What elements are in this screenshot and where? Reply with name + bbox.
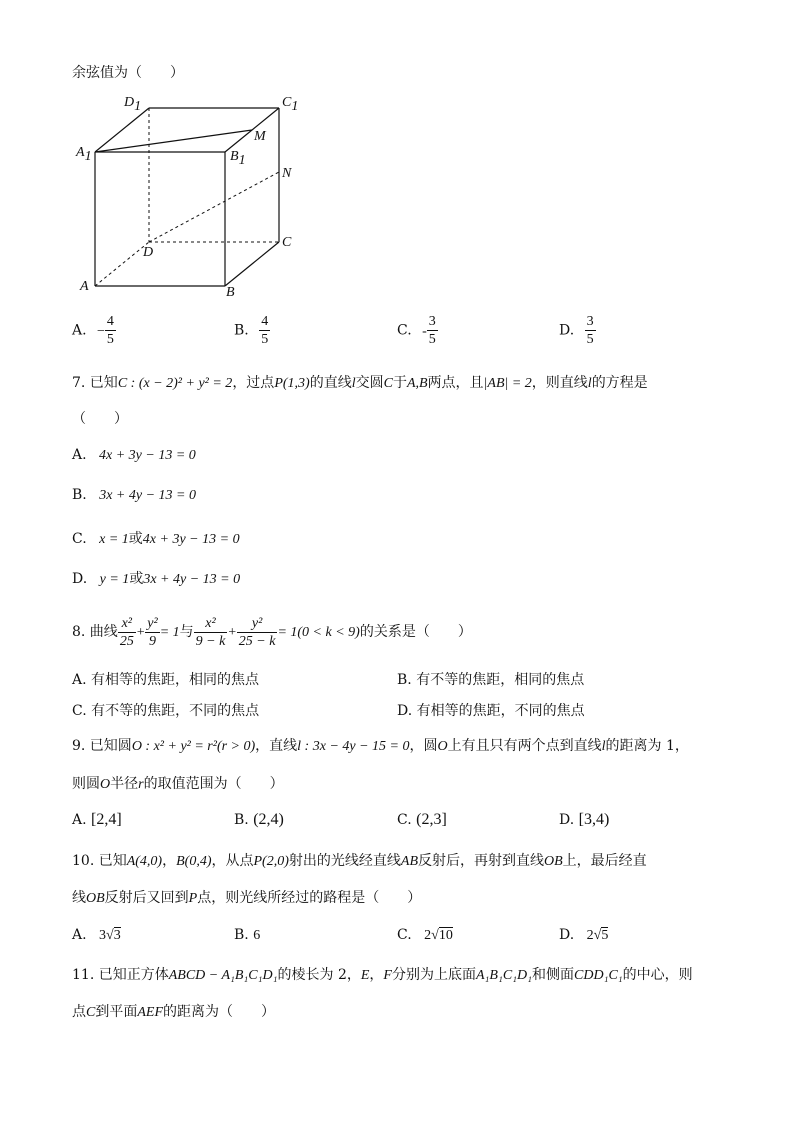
label-c: C [282,235,292,250]
q6-option-d[interactable]: D. $\frac{3}{5}$ [559,314,594,347]
q7-stem: 7. 已知C : (x − 2)² + y² = 2，过点P(1,3)的直线l交圆C于A,B两点，且|AB| = 2，则直线l的方程是 [72,375,648,391]
q7-paren: （ ） [72,411,128,427]
label-n: N [282,166,292,181]
q10-option-a[interactable]: A. 3√3 [72,927,121,943]
q9-stem-line1: 9. 已知圆O : x² + y² = r²(r > 0)，直线l : 3x − 4y − 15 = 0，圆O上有且只有两个点到直线l的距离为 1， [72,738,689,754]
q6-intro: 余弦值为（ ） [72,65,184,81]
q9-stem-line2: 则圆O半径r的取值范围为（ ） [72,776,284,792]
label-b: B [226,285,235,300]
q7-option-c[interactable]: C. x = 1或4x + 3y − 13 = 0 [72,531,240,547]
q8-option-b[interactable]: B. 有不等的焦距，相同的焦点 [397,672,585,688]
q9-option-c[interactable]: C. (2,3] [397,811,447,828]
q9-option-a[interactable]: A. [2,4] [72,811,122,828]
q6-option-a[interactable]: A. − $\frac{4}{5}$ [72,314,114,347]
label-b1: B1 [230,149,246,168]
q8-stem: 8. 曲线 $\frac{\text{x²}}{25}$ + $\frac{\text{y²}}{9}$ = 1与 $\frac{\text{x²}}{9 - k}$ + $\frac{\text{y²}}{25 - k}$ = 1(0 < k < 9)的关系是（ ） [72,615,472,649]
q9-option-b[interactable]: B. (2,4) [234,811,284,828]
q10-stem-line1: 10. 已知A(4,0)，B(0,4)，从点P(2,0)射出的光线经直线AB反射后，再射到直线OB上，最后经直 [72,853,647,869]
label-d1: D1 [124,95,142,114]
hidden-segment-d-n [149,172,279,242]
q10-stem-line2: 线OB反射后又回到P点，则光线所经过的路程是（ ） [72,890,422,906]
q11-stem-line2: 点C到平面AEF的距离为（ ） [72,1004,275,1020]
label-a: A [80,279,89,294]
q9-option-d[interactable]: D. [3,4) [559,811,610,828]
q7-option-a[interactable]: A. 4x + 3y − 13 = 0 [72,447,196,463]
q8-option-a[interactable]: A. 有相等的焦距，相同的焦点 [72,672,260,688]
label-c1: C1 [282,95,299,114]
q10-option-b[interactable]: B. 6 [234,927,261,943]
q6-option-c[interactable]: C. - $\frac{3}{5}$ [397,314,436,347]
q10-option-c[interactable]: C. 2√10 [397,927,453,943]
q11-stem-line1: 11. 已知正方体ABCD − A₁B₁C₁D₁的棱长为 2，E，F分别为上底面A₁B₁C₁D₁和侧面CDD₁C₁的中心，则 [72,967,693,983]
q7-option-b[interactable]: B. 3x + 4y − 13 = 0 [72,487,196,503]
q6-option-b[interactable]: B. $\frac{4}{5}$ [234,314,269,347]
cube-figure [70,88,310,318]
q7-option-d[interactable]: D. y = 1或3x + 4y − 13 = 0 [72,571,241,587]
q8-option-c[interactable]: C. 有不等的焦距，不同的焦点 [72,703,260,719]
hidden-edge-a-d [95,242,149,286]
edge-b-c [225,242,279,286]
q10-option-d[interactable]: D. 2√5 [559,927,609,943]
label-a1: A1 [76,145,92,164]
label-d: D [143,245,154,260]
label-m: M [254,129,266,144]
q8-option-d[interactable]: D. 有相等的焦距，不同的焦点 [397,703,585,719]
